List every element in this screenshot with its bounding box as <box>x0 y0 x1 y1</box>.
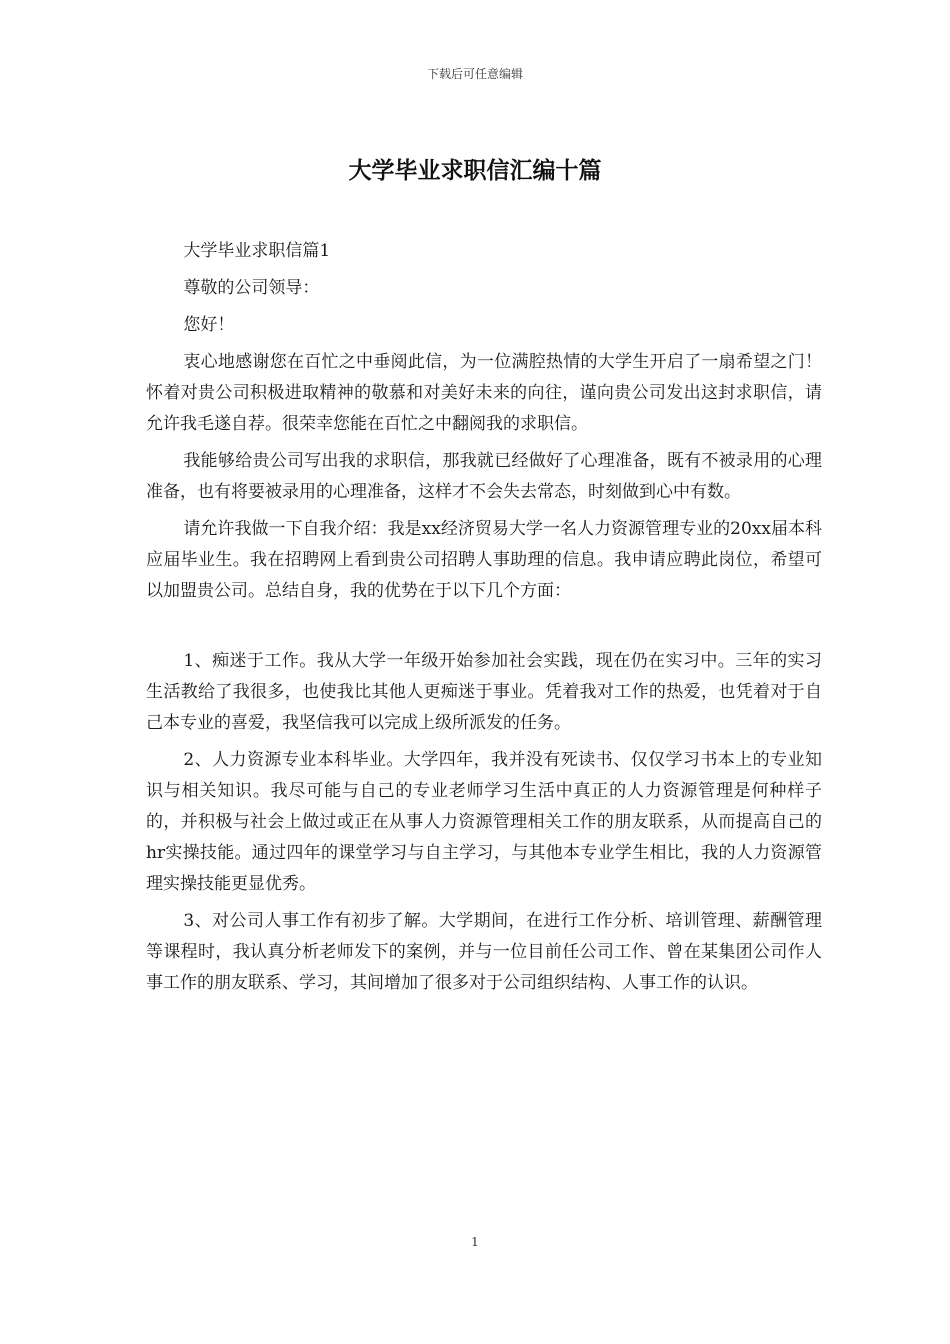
letter-point-1: 1、痴迷于工作。我从大学一年级开始参加社会实践，现在仍在实习中。三年的实习生活教给了我很多，也使我比其他人更痴迷于事业。凭着我对工作的热爱，也凭着对于自己本专业的喜爱，我坚信我可以完成上级所派发的任务。 <box>146 651 822 733</box>
document-title: 大学毕业求职信汇编十篇 <box>348 157 602 184</box>
page-number: 1 <box>471 1235 479 1249</box>
letter-paragraph-introduction: 请允许我做一下自我介绍：我是xx经济贸易大学一名人力资源管理专业的20xx届本科应届毕业生。我在招聘网上看到贵公司招聘人事助理的信息。我申请应聘此岗位，希望可以加盟贵公司。总结自身，我的优势在于以下几个方面： <box>146 519 822 601</box>
letter-paragraph-thanks: 衷心地感谢您在百忙之中垂阅此信，为一位满腔热情的大学生开启了一扇希望之门！怀着对贵公司积极进取精神的敬慕和对美好未来的向往，谨向贵公司发出这封求职信，请允许我毛遂自荐。很荣幸您能在百忙之中翻阅我的求职信。 <box>146 352 822 434</box>
document-body <box>146 236 822 1005</box>
letter-point-3: 3、对公司人事工作有初步了解。大学期间，在进行工作分析、培训管理、薪酬管理等课程时，我认真分析老师发下的案例，并与一位目前任公司工作、曾在某集团公司作人事工作的朋友联系、学习，其间增加了很多对于公司组织结构、人事工作的认识。 <box>146 911 822 993</box>
letter-greeting: 您好！ <box>183 315 235 335</box>
letter-point-2: 2、人力资源专业本科毕业。大学四年，我并没有死读书、仅仅学习书本上的专业知识与相关知识。我尽可能与自己的专业老师学习生活中真正的人力资源管理是何种样子的，并积极与社会上做过或正在从事人力资源管理相关工作的朋友联系，从而提高自己的hr实操技能。通过四年的课堂学习与自主学习，与其他本专业学生相比，我的人力资源管理实操技能更显优秀。 <box>146 750 822 894</box>
letter-section-heading: 大学毕业求职信篇1 <box>183 241 331 261</box>
page-header-note: 下载后可任意编辑 <box>426 67 523 81</box>
letter-salutation: 尊敬的公司领导： <box>183 278 320 298</box>
letter-paragraph-readiness: 我能够给贵公司写出我的求职信，那我就已经做好了心理准备，既有不被录用的心理准备，也有将要被录用的心理准备，这样才不会失去常态，时刻做到心中有数。 <box>146 451 822 502</box>
